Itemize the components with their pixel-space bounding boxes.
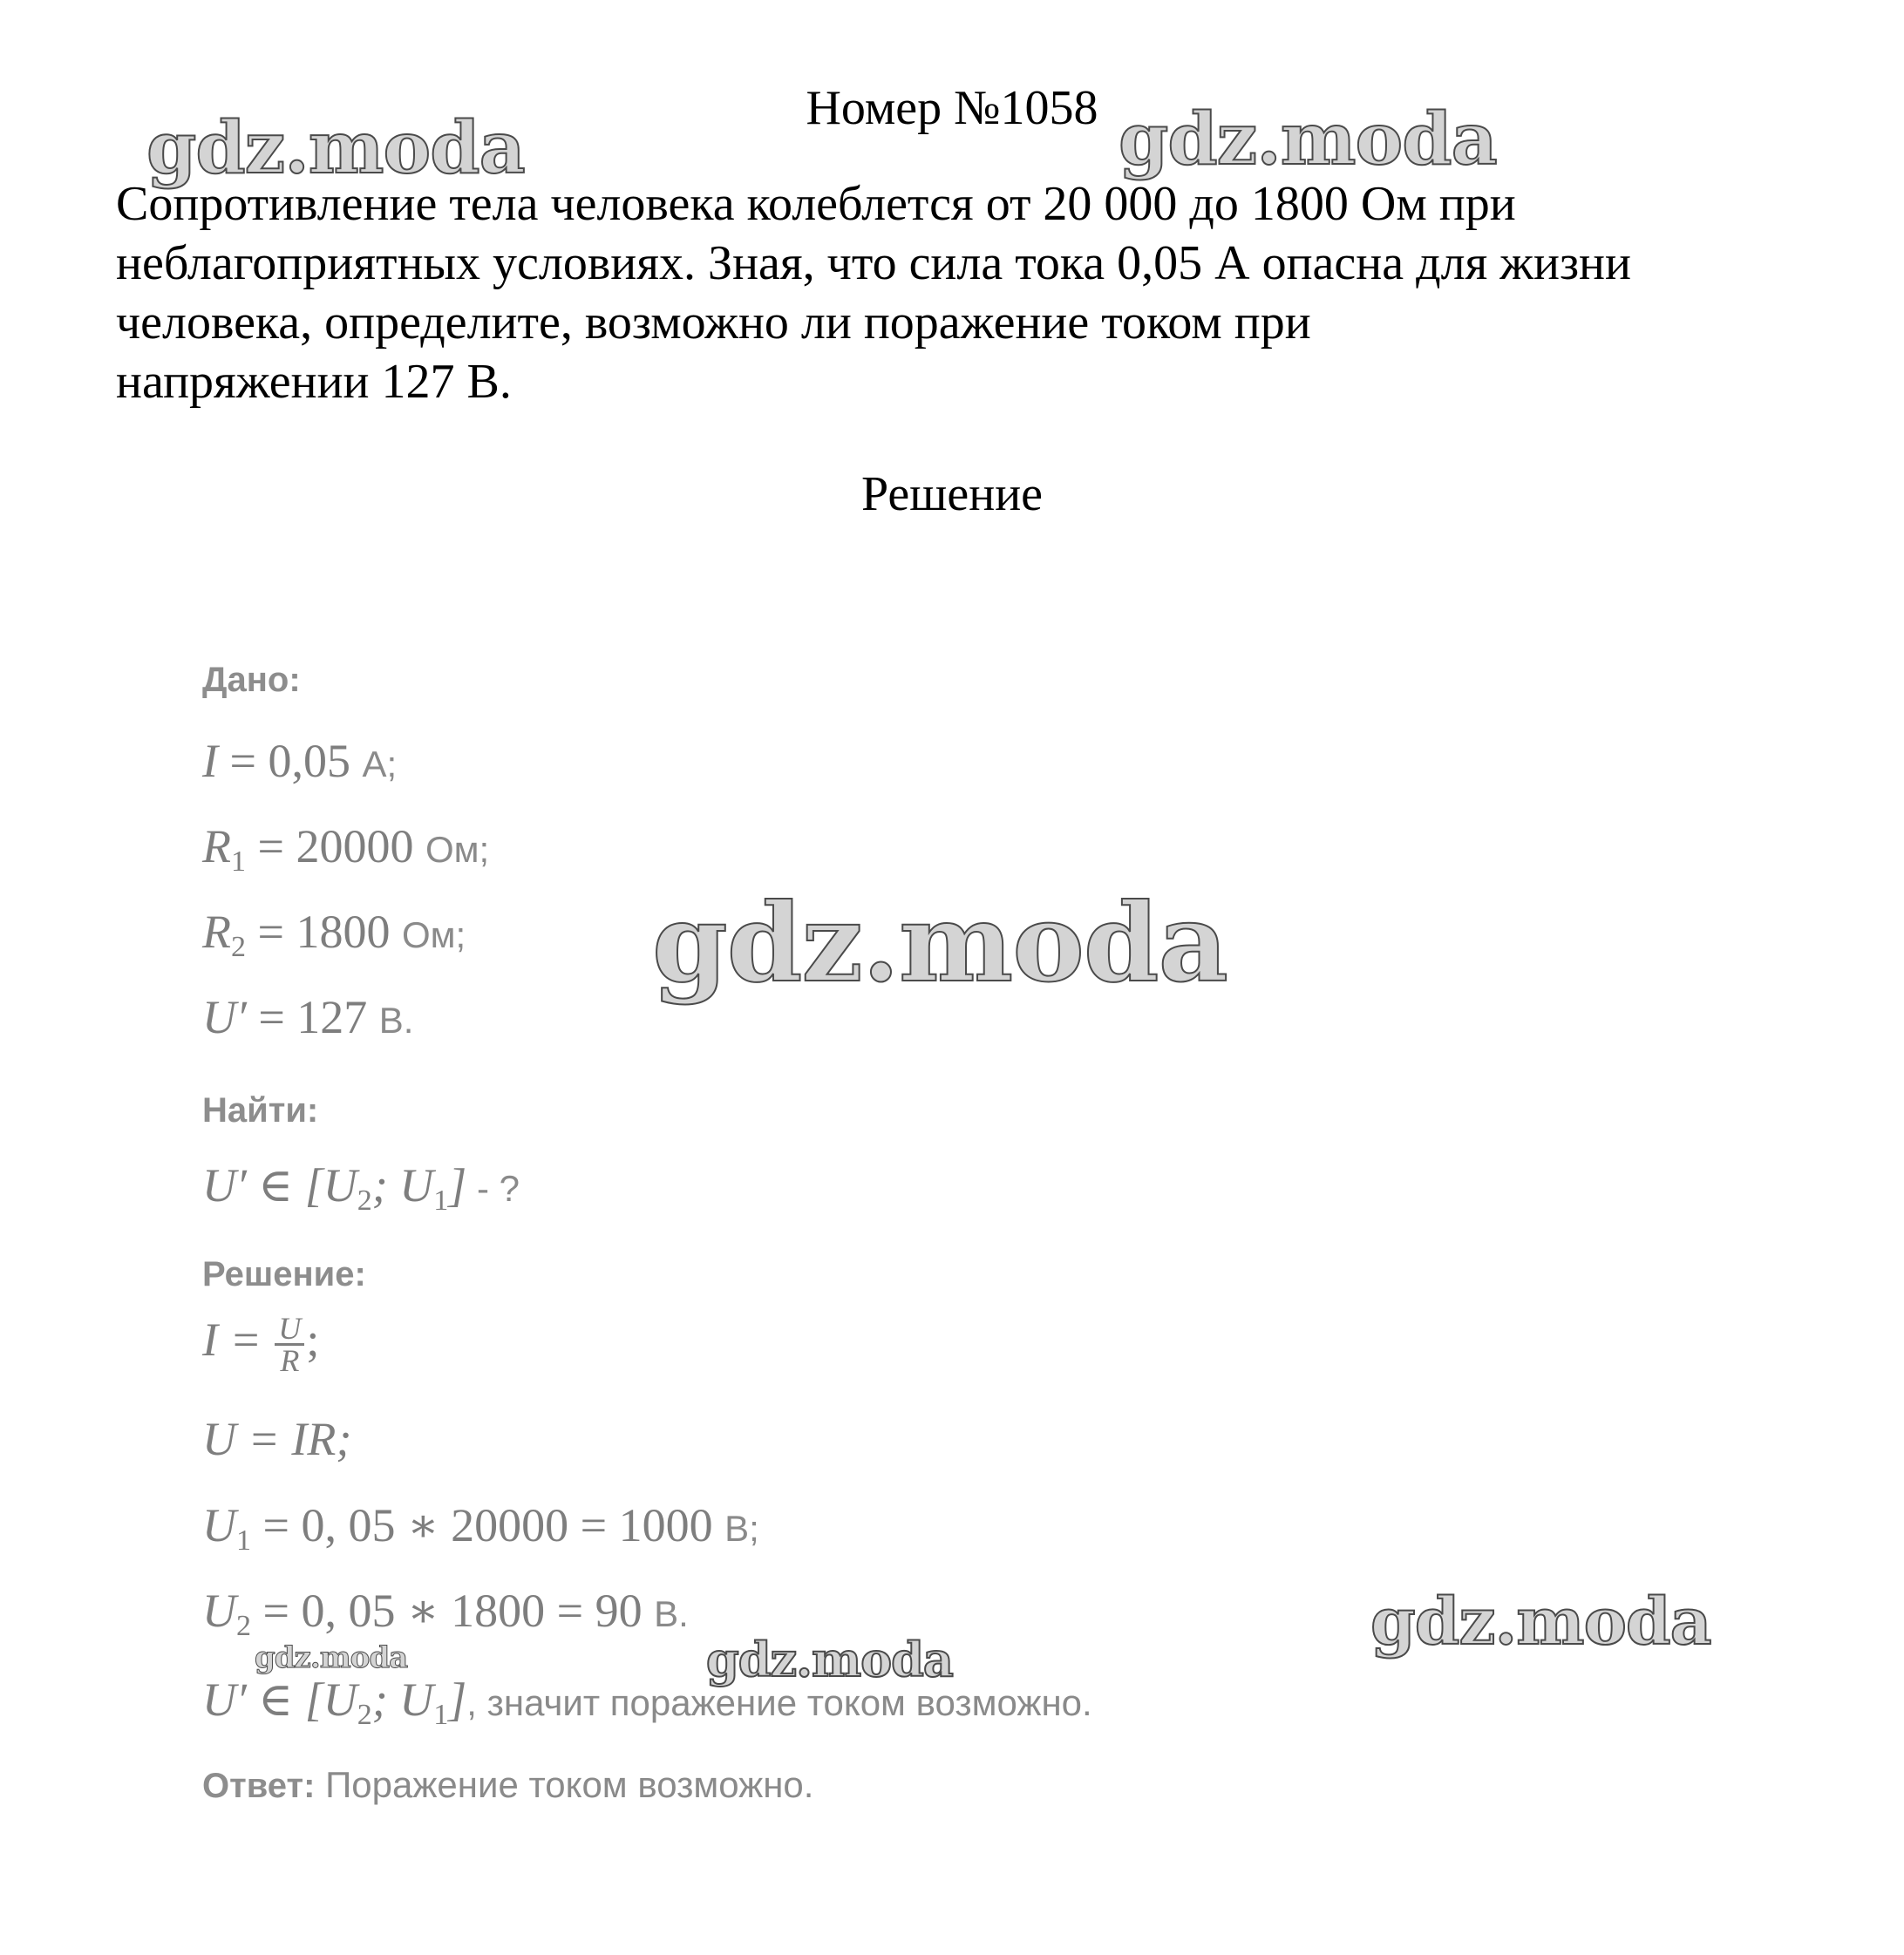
problem-line: напряжении 127 В. — [116, 355, 512, 409]
watermark: gdz.moda — [706, 1632, 953, 1687]
answer: Ответ: Поражение током возможно. — [202, 1764, 814, 1805]
fraction: $\frac{U}{R}$ — [275, 1314, 304, 1375]
find-label: Найти: — [202, 1091, 319, 1130]
voltage-formula: U = IR; — [202, 1413, 352, 1465]
given-current: I = 0,05 А; — [202, 735, 398, 787]
page-title: Номер №1058 — [806, 81, 1098, 135]
find-expression: U′ ∈ [$U_2$; $U_1$] - ? — [202, 1159, 520, 1217]
given-label: Дано: — [202, 661, 301, 699]
u1-calc: $U_1 = 0$, 05 ∗ 20000 = 1000 В; — [202, 1499, 759, 1557]
conclusion: U′ ∈ [$U_2$; $U_1$], значит поражение током возможно. — [202, 1673, 1092, 1731]
given-r2: $R_2 = 1800$ Ом; — [202, 906, 466, 963]
given-voltage: U′ = 127 В. — [202, 991, 414, 1043]
problem-line: Сопротивление тела человека колеблется от 20 000 до 1800 Ом при — [116, 177, 1516, 231]
ohm-law: I = $\frac{U}{R}$ ; — [202, 1311, 320, 1379]
u2-calc: $U_2 = 0$, 05 ∗ 1800 = 90 В. — [202, 1585, 689, 1642]
solution-label: Решение: — [202, 1255, 366, 1293]
problem-line: неблагоприятных условиях. Зная, что сила тока 0,05 А опасна для жизни — [116, 236, 1631, 290]
watermark: gdz.moda — [255, 1640, 408, 1675]
problem-statement — [116, 174, 1816, 411]
given-r1: $R_1 = 20000$ Ом; — [202, 820, 490, 878]
watermark: gdz.moda — [1119, 98, 1497, 181]
watermark: gdz.moda — [146, 106, 525, 190]
problem-line: человека, определите, возможно ли поражение током при — [116, 295, 1311, 350]
watermark: gdz.moda — [1370, 1585, 1711, 1660]
section-title: Решение — [860, 467, 1044, 521]
watermark: gdz.moda — [652, 880, 1227, 1007]
